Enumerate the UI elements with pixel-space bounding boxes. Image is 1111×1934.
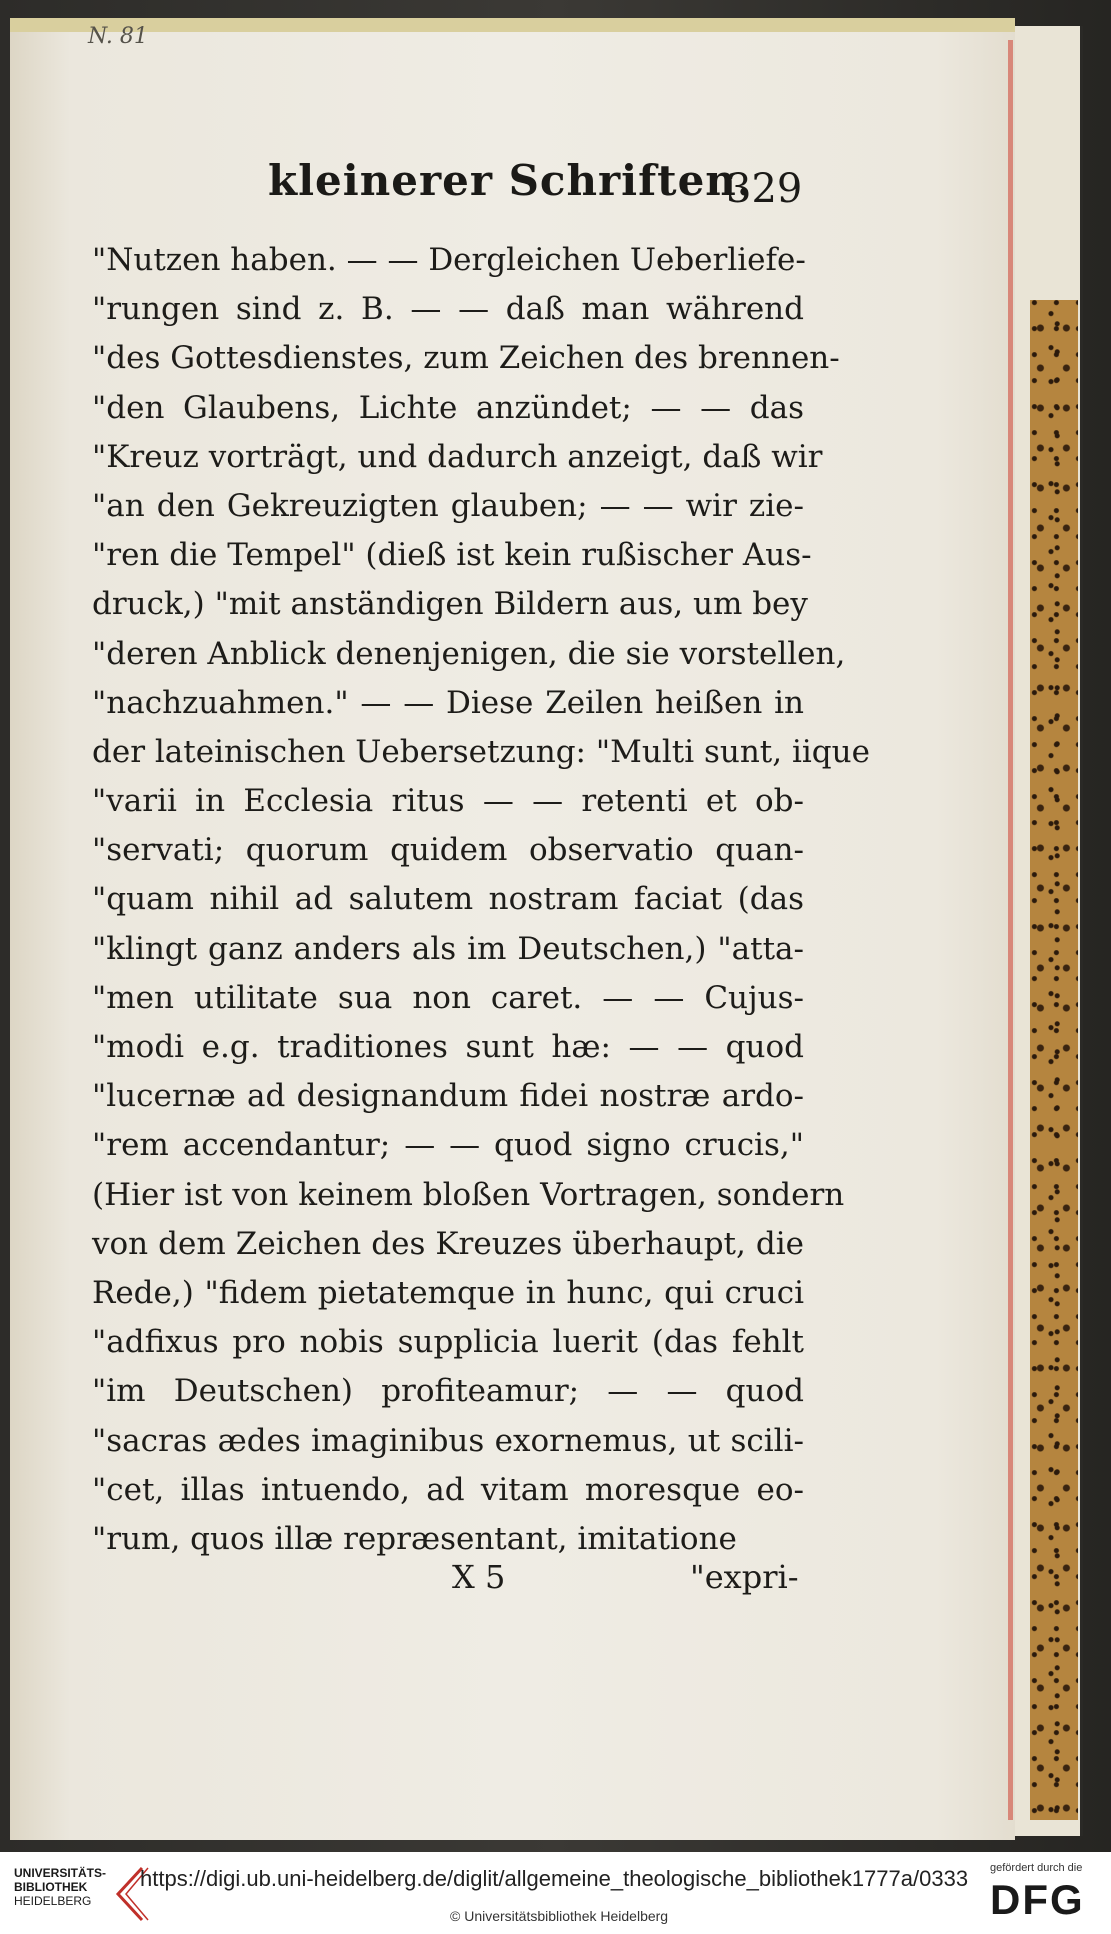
copyright-notice: © Universitätsbibliothek Heidelberg (450, 1908, 669, 1924)
text-line: "adfixus pro nobis supplicia luerit (das fehlt (92, 1324, 804, 1361)
text-line: "rem accendantur; — — quod signo crucis," (92, 1127, 804, 1164)
dfg-logo[interactable]: DFG (990, 1876, 1085, 1923)
red-page-edge (1008, 40, 1013, 1820)
text-line: von dem Zeichen des Kreuzes überhaupt, die (92, 1225, 804, 1262)
running-head: kleinerer Schriften. (268, 156, 753, 205)
text-line: "modi e.g. traditiones sunt hæ: — — quod (92, 1029, 804, 1065)
foxed-endpaper (1030, 300, 1078, 1820)
text-line: "im Deutschen) profiteamur; — — quod (92, 1373, 804, 1410)
text-line: "Kreuz vorträgt, und dadurch anzeigt, daß wir (92, 438, 823, 475)
signature-mark: X 5 (452, 1558, 506, 1596)
text-line: (Hier ist von keinem bloßen Vortragen, sondern (92, 1176, 845, 1213)
text-line: "ren die Tempel" (dieß ist kein rußischer Aus- (92, 537, 812, 574)
body-text (92, 236, 870, 1564)
text-line: "rungen sind z. B. — — daß man während (92, 291, 804, 328)
page-number: 329 (726, 166, 803, 212)
text-line: "Nutzen haben. — — Dergleichen Ueberliefe- (92, 242, 806, 278)
text-line: "nachzuahmen." — — Diese Zeilen heißen in (92, 684, 804, 721)
viewer-footer (0, 1852, 1111, 1934)
text-line: "rum, quos illæ repræsentant, imitatione (92, 1520, 737, 1557)
text-line: "servati; quorum quidem observatio quan- (92, 832, 804, 869)
text-line: "cet, illas intuendo, ad vitam moresque eo- (92, 1471, 804, 1508)
text-line: "sacras ædes imaginibus exornemus, ut scili- (92, 1422, 804, 1459)
shelfmark: N. 81 (88, 24, 148, 49)
catchword: "expri- (690, 1558, 799, 1596)
logo-line: UNIVERSITÄTS- (14, 1866, 107, 1880)
text-line: druck,) "mit anständigen Bildern aus, um bey (92, 586, 808, 623)
logo-line: HEIDELBERG (14, 1894, 92, 1908)
text-line: "des Gottesdienstes, zum Zeichen des brennen- (92, 340, 840, 377)
text-line: "klingt ganz anders als im Deutschen,) "atta- (92, 930, 804, 967)
text-line: "lucernæ ad designandum fidei nostræ ardo- (92, 1078, 804, 1115)
text-line: "quam nihil ad salutem nostram faciat (das (92, 881, 804, 918)
text-line: "den Glaubens, Lichte anzündet; — — das (92, 389, 804, 426)
permalink-url[interactable]: https://digi.ub.uni-heidelberg.de/diglit/allgemeine_theologische_bibliothek1777a/0333 (140, 1866, 969, 1891)
text-line: Rede,) "fidem pietatemque in hunc, qui cruci (92, 1274, 804, 1311)
text-line: "men utilitate sua non caret. — — Cujus- (92, 979, 804, 1016)
funding-note: gefördert durch die (990, 1862, 1083, 1874)
text-line: "varii in Ecclesia ritus — — retenti et ob- (92, 783, 804, 820)
logo-line: BIBLIOTHEK (14, 1880, 88, 1894)
text-line: der lateinischen Uebersetzung: "Multi sunt, iique (92, 733, 870, 770)
text-line: "an den Gekreuzigten glauben; — — wir zie- (92, 487, 804, 524)
text-line: "deren Anblick denenjenigen, die sie vorstellen, (92, 635, 846, 672)
